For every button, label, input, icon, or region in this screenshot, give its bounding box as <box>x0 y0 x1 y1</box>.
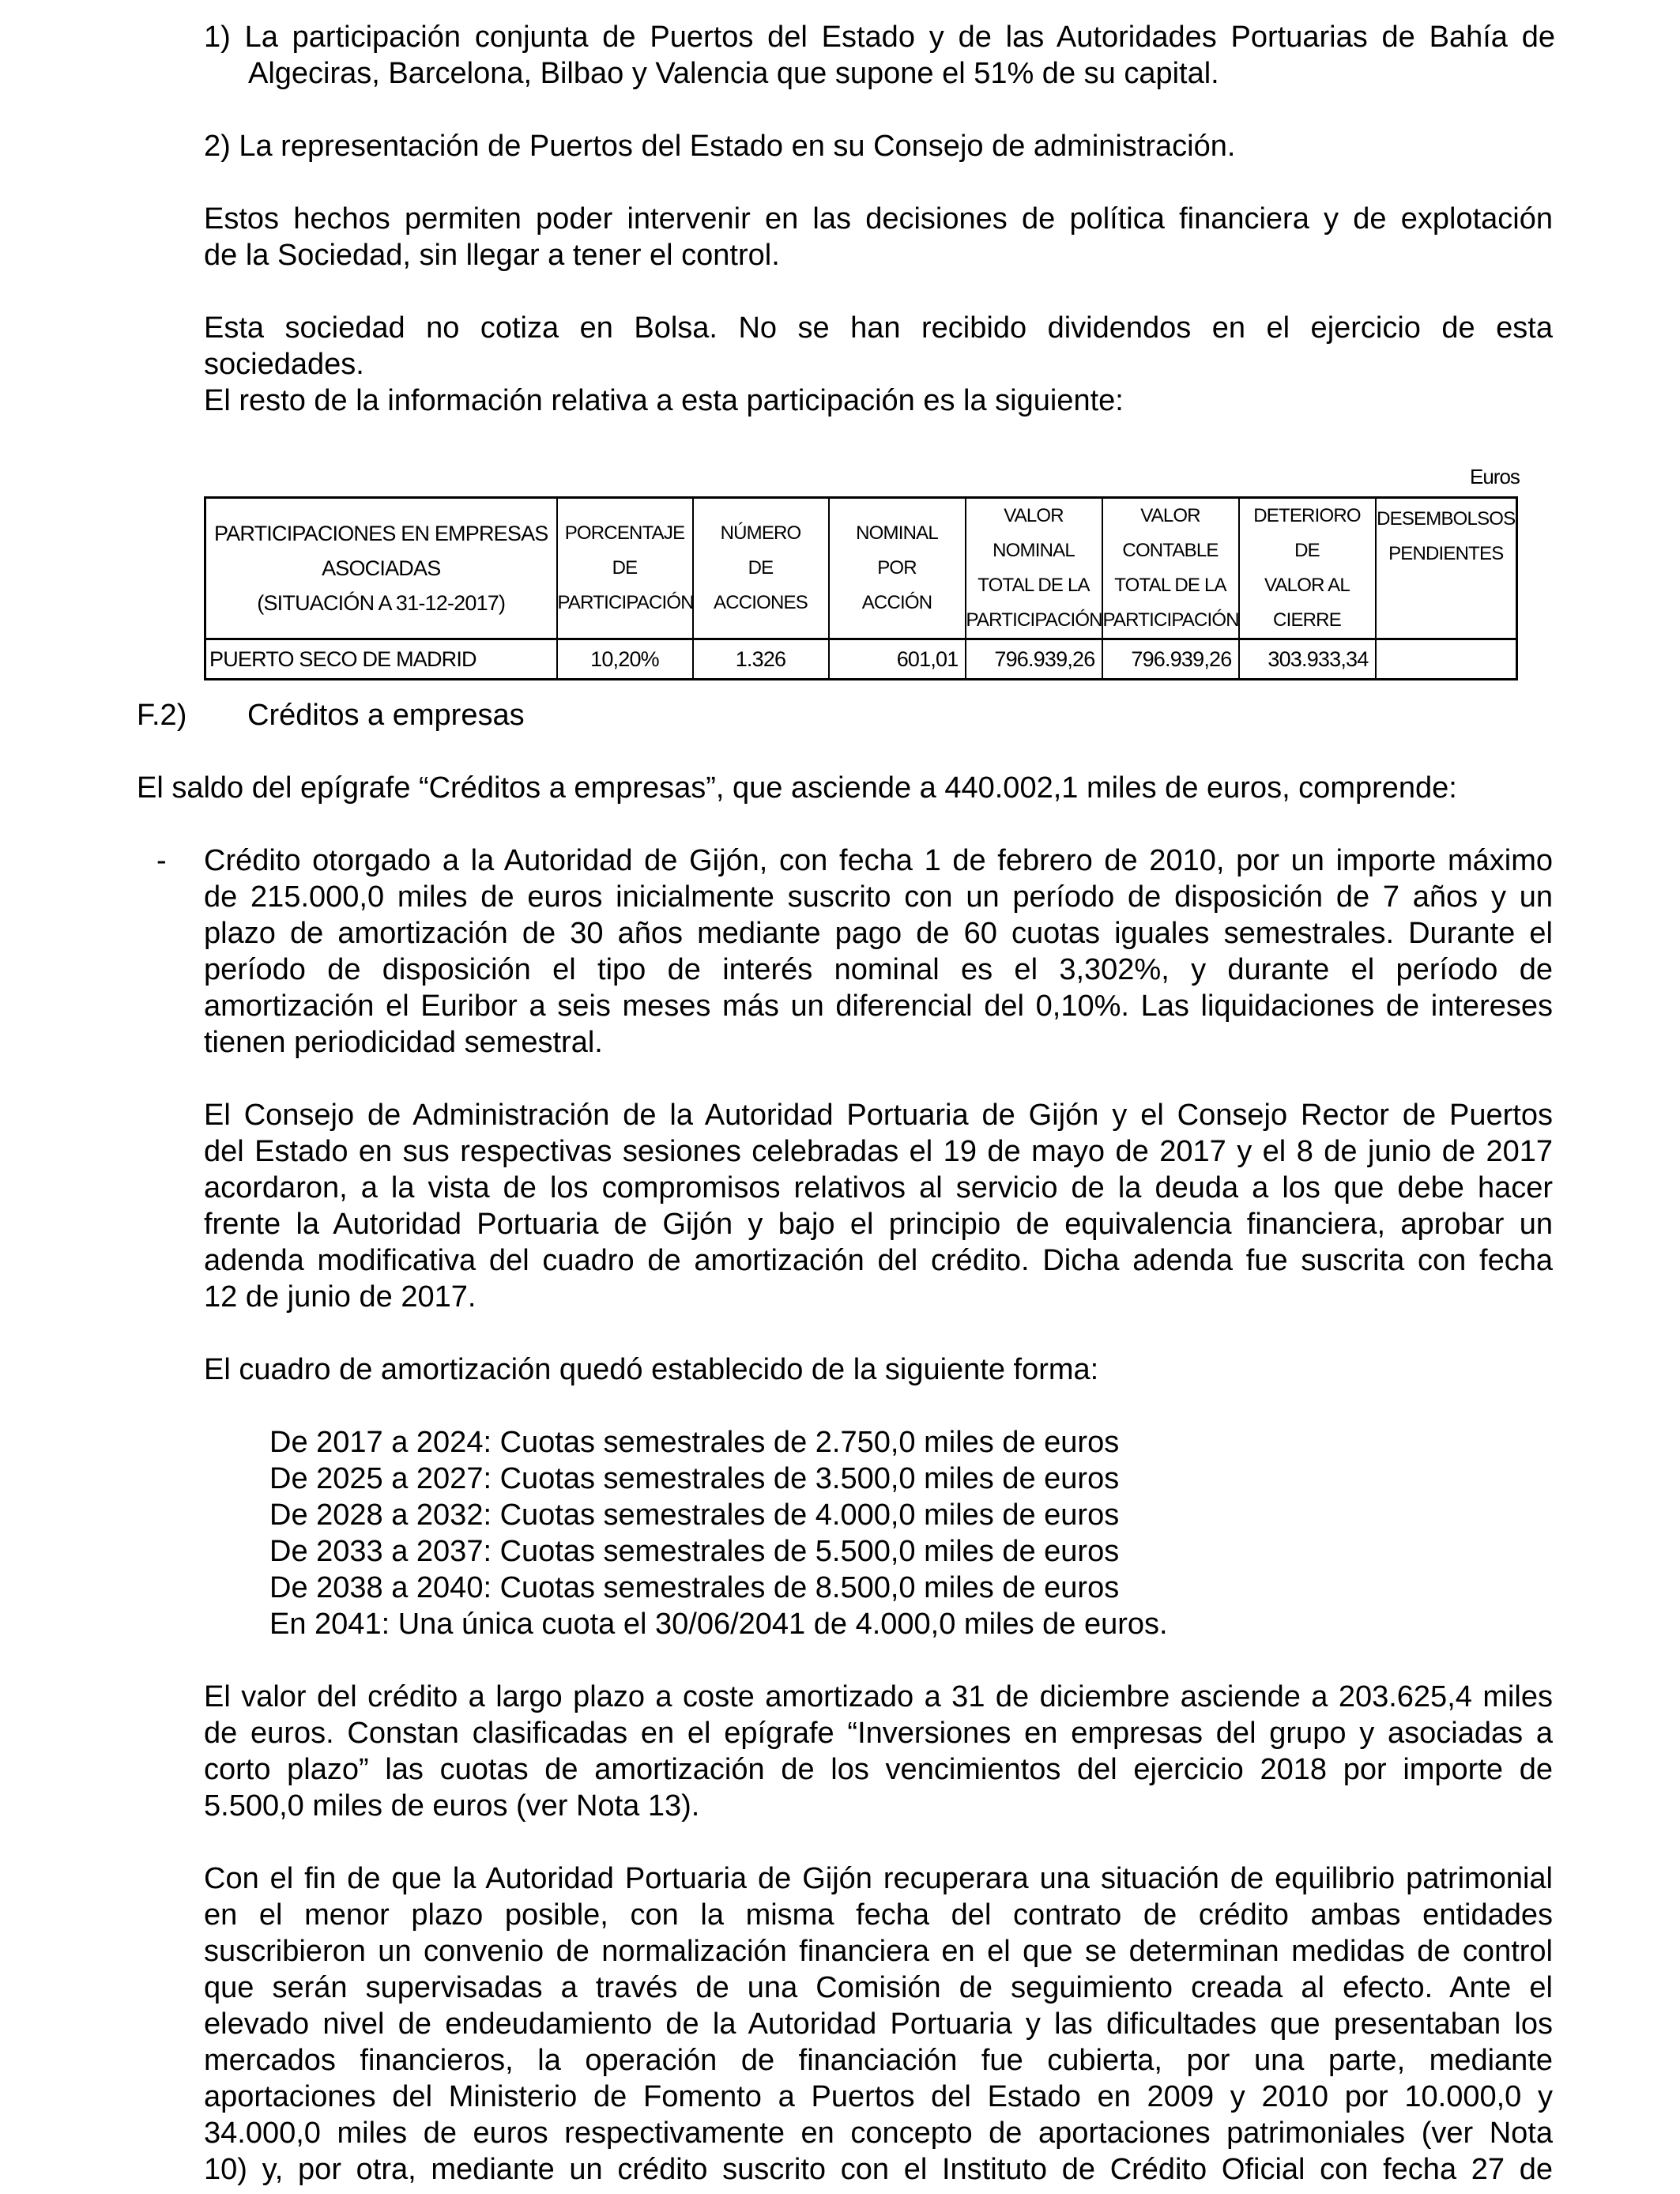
section-title: Créditos a empresas <box>247 699 525 732</box>
paragraph-consejo <box>204 1097 1553 1315</box>
table-header-cell-deterioro <box>1239 498 1376 639</box>
table-header-cell-nominal <box>829 498 966 639</box>
paragraph-cuadro-intro <box>204 1351 1553 1388</box>
participaciones-table <box>204 496 1518 680</box>
schedule-item: De 2038 a 2040: Cuotas semestrales de 8.500,0 miles de euros <box>269 1571 1120 1604</box>
fin-line: que serán supervisadas a través de una Comisión de seguimiento creada al efecto. Ante el <box>204 1971 1553 2004</box>
schedule-item: En 2041: Una única cuota el 30/06/2041 de 4.000,0 miles de euros. <box>269 1608 1168 1641</box>
consejo-line: El Consejo de Administración de la Autoridad Portuaria de Gijón y el Consejo Rector de Puertos <box>204 1099 1553 1132</box>
table-header-cell-numero <box>693 498 829 639</box>
paragraph-bolsa <box>204 310 1553 383</box>
table-cell-acciones: 1.326 <box>693 639 829 680</box>
fin-line: aportaciones del Ministerio de Fomento a Puertos del Estado en 2009 y 2010 por 10.000,0 y <box>204 2080 1553 2113</box>
list-item-1-line-1: 1) La participación conjunta de Puertos del Estado y de las Autoridades Portuarias de Bahía de <box>204 21 1555 54</box>
table-header-cell-valor-contable <box>1102 498 1239 639</box>
header-line: DESEMBOLSOS <box>1377 508 1516 530</box>
header-line: TOTAL DE LA <box>1114 575 1226 596</box>
header-line: ASOCIADAS <box>322 556 441 580</box>
header-line: TOTAL DE LA <box>977 575 1090 596</box>
valor-line: corto plazo” las cuotas de amortización de los vencimientos del ejercicio 2018 por importe de <box>204 1753 1553 1786</box>
header-line: ACCIONES <box>714 592 808 613</box>
paragraph-resto <box>204 383 1553 419</box>
header-line: PARTICIPACIÓN <box>1102 609 1239 631</box>
header-line: PARTICIPACIÓN <box>557 592 694 613</box>
section-number: F.2) <box>137 699 187 732</box>
fin-line: Con el fin de que la Autoridad Portuaria de Gijón recuperara una situación de equilibrio patrimonial <box>204 1862 1553 1895</box>
fin-line: elevado nivel de endeudamiento de la Autoridad Portuaria y las dificultades que presentaban los <box>204 2007 1553 2041</box>
header-line: DE <box>612 557 638 579</box>
paragraph-fin <box>204 1860 1553 2188</box>
paragraph-bolsa-line-2: sociedades. <box>204 348 364 381</box>
header-line: PARTICIPACIONES EN EMPRESAS <box>213 522 548 545</box>
table-cell-desembolsos <box>1376 639 1517 680</box>
schedule-item: De 2028 a 2032: Cuotas semestrales de 4.000,0 miles de euros <box>269 1498 1120 1532</box>
table-header-cell-desembolsos <box>1376 498 1517 639</box>
paragraph-resto-text: El resto de la información relativa a esta participación es la siguiente: <box>204 384 1124 417</box>
table-header-cell-empresas <box>205 498 557 639</box>
table-cell-empresa: PUERTO SECO DE MADRID <box>205 639 557 680</box>
fin-line: 34.000,0 miles de euros respectivamente en concepto de aportaciones patrimoniales (ver Nota <box>204 2117 1553 2150</box>
table-cell-porcentaje: 10,20% <box>557 639 693 680</box>
bullet-line: de 215.000,0 miles de euros inicialmente suscrito con un período de disposición de 7 años y un <box>204 880 1553 914</box>
list-item-2 <box>204 128 1555 164</box>
table-header-cell-porcentaje <box>557 498 693 639</box>
paragraph-control-line-2: de la Sociedad, sin llegar a tener el control. <box>204 239 780 272</box>
consejo-line: adenda modificativa del cuadro de amortización del crédito. Dicha adenda fue suscrita con fecha <box>204 1244 1553 1277</box>
paragraph-valor <box>204 1679 1553 1824</box>
table-cell-valor-nominal: 796.939,26 <box>966 639 1102 680</box>
section-summary <box>137 770 1559 806</box>
header-line: PARTICIPACIÓN <box>966 609 1102 631</box>
header-line: DE <box>748 557 774 579</box>
header-line: ACCIÓN <box>861 592 932 613</box>
fin-line: 10) y, por otra, mediante un crédito suscrito con el Instituto de Crédito Oficial con fecha 27 de <box>204 2153 1553 2186</box>
table-header-row <box>205 498 1517 639</box>
header-line: PORCENTAJE <box>564 522 685 544</box>
header-line: POR <box>877 557 917 579</box>
valor-line: 5.500,0 miles de euros (ver Nota 13). <box>204 1789 700 1823</box>
header-line: CIERRE <box>1273 609 1341 631</box>
header-line: (SITUACIÓN A 31-12-2017) <box>257 591 506 615</box>
bullet-credito <box>204 843 1553 1061</box>
section-summary-text: El saldo del epígrafe “Créditos a empresas”, que asciende a 440.002,1 miles de euros, comprende: <box>137 771 1457 805</box>
amortization-schedule <box>269 1424 1455 1642</box>
table-row <box>205 639 1517 680</box>
consejo-line: frente la Autoridad Portuaria de Gijón y bajo el principio de equivalencia financiera, aprobar un <box>204 1208 1553 1241</box>
valor-line: de euros. Constan clasificadas en el epígrafe “Inversiones en empresas del grupo y asociadas a <box>204 1717 1553 1750</box>
header-line: VALOR NOMINAL <box>993 505 1075 561</box>
header-line: VALOR AL <box>1264 575 1350 596</box>
consejo-line: acordaron, a la vista de los compromisos relativos al servicio de la deuda a los que debe hacer <box>204 1171 1553 1204</box>
list-item-1-line-2: Algeciras, Barcelona, Bilbao y Valencia que supone el 51% de su capital. <box>248 57 1219 90</box>
consejo-line: del Estado en sus respectivas sesiones celebradas el 19 de mayo de 2017 y el 8 de junio de 2017 <box>204 1135 1553 1168</box>
header-line: VALOR CONTABLE <box>1122 505 1219 561</box>
list-item-1 <box>204 19 1555 92</box>
header-line: NOMINAL <box>856 522 938 544</box>
table-units-label: Euros <box>1470 465 1520 488</box>
paragraph-control <box>204 201 1553 273</box>
table-cell-valor-contable: 796.939,26 <box>1102 639 1239 680</box>
table-header-cell-valor-nominal <box>966 498 1102 639</box>
cuadro-intro-text: El cuadro de amortización quedó establecido de la siguiente forma: <box>204 1353 1099 1386</box>
paragraph-bolsa-line-1: Esta sociedad no cotiza en Bolsa. No se han recibido dividendos en el ejercicio de esta <box>204 311 1553 345</box>
fin-line: en el menor plazo posible, con la misma fecha del contrato de crédito ambas entidades <box>204 1898 1553 1932</box>
bullet-dash: - <box>156 844 167 877</box>
bullet-line: Crédito otorgado a la Autoridad de Gijón, con fecha 1 de febrero de 2010, por un importe máximo <box>204 844 1553 877</box>
header-line: DETERIORO DE <box>1253 505 1361 561</box>
fin-line: mercados financieros, la operación de financiación fue cubierta, por una parte, mediante <box>204 2044 1553 2077</box>
table-cell-deterioro: 303.933,34 <box>1239 639 1376 680</box>
bullet-line: amortización el Euribor a seis meses más un diferencial del 0,10%. Las liquidaciones de intereses <box>204 990 1553 1023</box>
header-line: NÚMERO <box>720 522 801 544</box>
list-item-2-text: 2) La representación de Puertos del Estado en su Consejo de administración. <box>204 130 1236 163</box>
bullet-line: tienen periodicidad semestral. <box>204 1026 603 1059</box>
bullet-line: período de disposición el tipo de interés nominal es el 3,302%, y durante el período de <box>204 953 1553 986</box>
valor-line: El valor del crédito a largo plazo a coste amortizado a 31 de diciembre asciende a 203.625,4 miles <box>204 1680 1553 1713</box>
consejo-line: 12 de junio de 2017. <box>204 1280 477 1314</box>
schedule-item: De 2033 a 2037: Cuotas semestrales de 5.500,0 miles de euros <box>269 1535 1120 1568</box>
table-cell-nominal: 601,01 <box>829 639 966 680</box>
header-line: PENDIENTES <box>1388 543 1504 564</box>
schedule-item: De 2017 a 2024: Cuotas semestrales de 2.750,0 miles de euros <box>269 1426 1120 1459</box>
schedule-item: De 2025 a 2027: Cuotas semestrales de 3.500,0 miles de euros <box>269 1462 1120 1495</box>
bullet-line: plazo de amortización de 30 años mediante pago de 60 cuotas iguales semestrales. Durante el <box>204 917 1553 950</box>
paragraph-control-line-1: Estos hechos permiten poder intervenir en las decisiones de política financiera y de explotación <box>204 202 1553 236</box>
fin-line: suscribieron un convenio de normalización financiera en el que se determinan medidas de control <box>204 1935 1553 1968</box>
